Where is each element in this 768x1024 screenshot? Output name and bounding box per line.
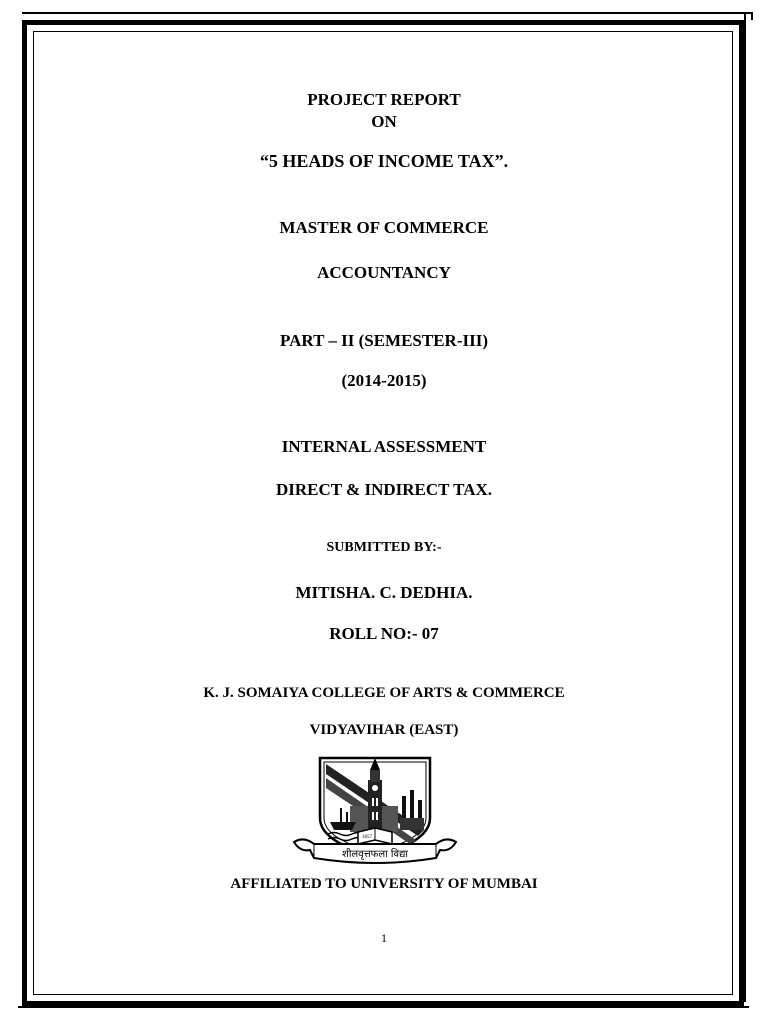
university-crest-logo: [290, 756, 460, 868]
page-border-shadow-bottom: [18, 1006, 749, 1010]
roll-number: ROLL NO:- 07: [329, 624, 439, 643]
college-location: VIDYAVIHAR (EAST): [309, 722, 459, 738]
part-semester: PART – II (SEMESTER-III): [279, 331, 488, 350]
page-number: 1: [381, 931, 387, 945]
crest-motto: शीलवृत्तफला विद्या: [342, 849, 408, 860]
academic-year: (2014-2015): [341, 371, 427, 390]
university-affiliation: AFFILIATED TO UNIVERSITY OF MUMBAI: [230, 876, 538, 892]
subject-name: ACCOUNTANCY: [317, 263, 451, 282]
degree-name: MASTER OF COMMERCE: [279, 218, 489, 237]
paper-name: DIRECT & INDIRECT TAX.: [275, 480, 492, 499]
assessment-type: INTERNAL ASSESSMENT: [281, 437, 487, 456]
svg-text:1857: 1857: [362, 835, 372, 840]
report-topic: “5 HEADS OF INCOME TAX”.: [259, 151, 509, 171]
report-on: ON: [371, 112, 397, 131]
student-name: MITISHA. C. DEDHIA.: [295, 583, 473, 602]
submitted-by-label: SUBMITTED BY:-: [326, 540, 442, 555]
report-title: PROJECT REPORT: [307, 90, 461, 109]
college-name: K. J. SOMAIYA COLLEGE OF ARTS & COMMERCE: [203, 685, 565, 701]
